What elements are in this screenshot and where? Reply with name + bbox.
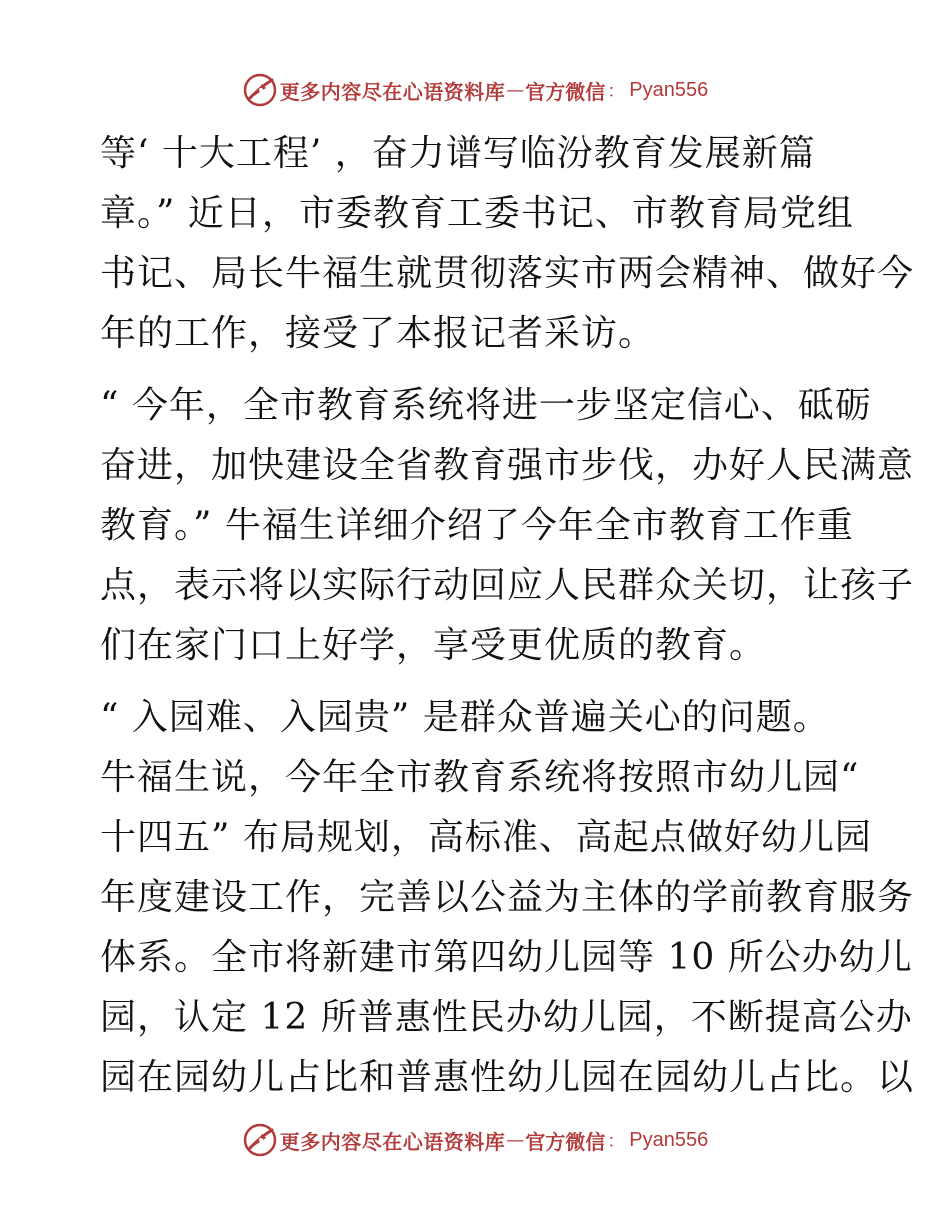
text-line: 点，表示将以实际行动回应人民群众关切，让孩子 bbox=[100, 565, 915, 606]
text-line: 十四五” 布局规划，高标准、高起点做好幼儿园 bbox=[100, 817, 872, 858]
text-line: “ 入园难、入园贵” 是群众普遍关心的问题。 bbox=[100, 697, 830, 738]
footer-watermark-banner bbox=[0, 1120, 950, 1160]
text-line: 年度建设工作，完善以公益为主体的学前教育服务 bbox=[100, 877, 915, 918]
text-line: “ 今年，全市教育系统将进一步坚定信心、砥砺 bbox=[100, 385, 872, 426]
text-line: 园在园幼儿占比和普惠性幼儿园在园幼儿占比。以 bbox=[100, 1057, 915, 1098]
paragraph-gap bbox=[100, 676, 860, 688]
banner-title: 更多内容尽在心语资料库 bbox=[279, 79, 506, 104]
text-line: 年的工作，接受了本报记者采访。 bbox=[100, 313, 656, 354]
paragraph-3 bbox=[100, 688, 915, 1108]
pen-nib-logo-icon bbox=[242, 72, 278, 108]
text-line: 体系。全市将新建市第四幼儿园等 10 所公办幼儿 bbox=[100, 937, 913, 978]
paragraph-1 bbox=[100, 124, 915, 364]
text-line: 教育。” 牛福生详细介绍了今年全市教育工作重 bbox=[100, 505, 854, 546]
banner-dash: — bbox=[506, 1129, 525, 1151]
banner-wechat-id: Pyan556 bbox=[629, 1128, 709, 1151]
text-line: 奋进，加快建设全省教育强市步伐，办好人民满意 bbox=[100, 445, 915, 486]
paragraph-gap bbox=[100, 364, 860, 376]
header-watermark-banner bbox=[0, 70, 950, 110]
text-line: 牛福生说，今年全市教育系统将按照市幼儿园“ bbox=[100, 757, 860, 798]
text-line: 等‘ 十大工程’ ，奋力谱写临汾教育发展新篇 bbox=[100, 133, 816, 174]
text-line: 书记、局长牛福生就贯彻落实市两会精神、做好今 bbox=[100, 253, 915, 294]
banner-wechat-label: 官方微信 bbox=[525, 79, 606, 104]
text-line: 们在家门口上好学，享受更优质的教育。 bbox=[100, 625, 767, 666]
banner-colon: ： bbox=[607, 81, 626, 102]
banner-title: 更多内容尽在心语资料库 bbox=[279, 1129, 506, 1154]
document-body bbox=[100, 124, 915, 1108]
pen-nib-logo-icon bbox=[242, 1122, 278, 1158]
banner-wechat-id: Pyan556 bbox=[629, 78, 709, 101]
banner-colon: ： bbox=[607, 1131, 626, 1152]
paragraph-2 bbox=[100, 376, 915, 676]
banner-dash: — bbox=[506, 79, 525, 101]
text-line: 章。” 近日，市委教育工委书记、市教育局党组 bbox=[100, 193, 854, 234]
text-line: 园，认定 12 所普惠性民办幼儿园，不断提高公办 bbox=[100, 997, 913, 1038]
banner-wechat-label: 官方微信 bbox=[525, 1129, 606, 1154]
